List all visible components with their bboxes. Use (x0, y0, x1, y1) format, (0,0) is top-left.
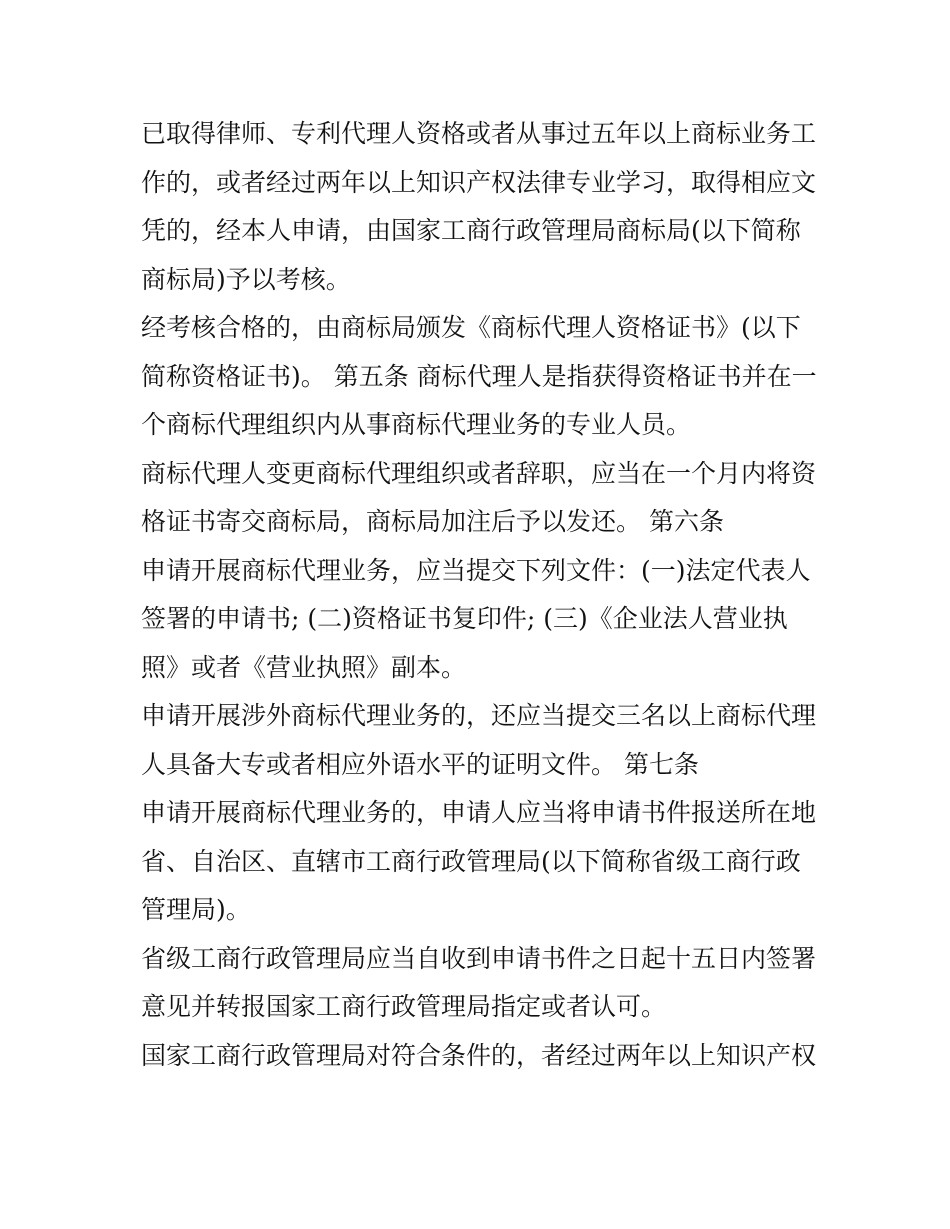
text-line: 省、自治区、直辖市工商行政管理局(以下简称省级工商行政 (141, 846, 801, 876)
text-line: 商标局)予以考核。 (141, 264, 351, 294)
text-line: 省级工商行政管理局应当自收到申请书件之日起十五日内签署 (141, 943, 817, 973)
text-line: 已取得律师、专利代理人资格或者从事过五年以上商标业务工 (141, 119, 817, 148)
text-line: 作的，或者经过两年以上知识产权法律专业学习，取得相应文 (141, 167, 817, 197)
text-line: 申请开展商标代理业务，应当提交下列文件：(一)法定代表人 (141, 555, 811, 585)
text-line: 申请开展商标代理业务的，申请人应当将申请书件报送所在地 (141, 798, 817, 827)
text-line: 意见并转报国家工商行政管理局指定或者认可。 (141, 992, 667, 1021)
text-line: 凭的，经本人申请，由国家工商行政管理局商标局(以下简称 (141, 216, 801, 245)
text-line: 商标代理人变更商标代理组织或者辞职，应当在一个月内将资 (141, 458, 817, 488)
text-line: 个商标代理组织内从事商标代理业务的专业人员。 (141, 410, 692, 439)
text-line: 格证书寄交商标局，商标局加注后予以发还。 第六条 (141, 507, 724, 536)
text-line: 经考核合格的，由商标局颁发《商标代理人资格证书》(以下 (141, 313, 801, 342)
text-line: 简称资格证书)。 第五条 商标代理人是指获得资格证书并在一 (141, 361, 817, 391)
text-line: 照》或者《营业执照》副本。 (141, 652, 467, 682)
text-line: 申请开展涉外商标代理业务的，还应当提交三名以上商标代理 (141, 701, 817, 730)
text-line: 人具备大专或者相应外语水平的证明文件。 第七条 (141, 749, 699, 779)
document-body (141, 110, 821, 1080)
text-line: 国家工商行政管理局对符合条件的，者经过两年以上知识产权 (141, 1040, 817, 1070)
text-line: 管理局)。 (141, 895, 251, 924)
text-line: 签署的申请书; (二)资格证书复印件; (三)《企业法人营业执 (141, 604, 788, 633)
